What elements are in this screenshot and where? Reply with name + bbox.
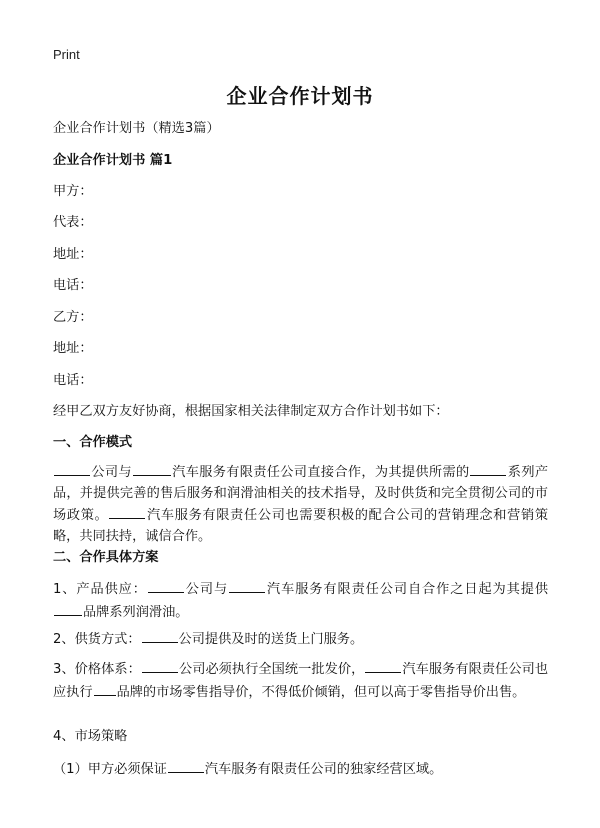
party-line-a: 甲方：: [53, 184, 93, 199]
text-span: 品牌的市场零售指导价，不得低价倾销，但可以高于零售指导价出售。: [116, 684, 526, 700]
text-span: 汽车服务有限责任公司也需要积极的配合公司的营销理念和营销策略，共同扶持，诚信合作。: [53, 508, 549, 544]
item1-paragraph: [53, 578, 548, 623]
item2-paragraph: [53, 628, 548, 651]
item4-heading: 4、市场策略: [53, 729, 128, 744]
blank-line: [133, 461, 171, 476]
text-span: 公司提供及时的送货上门服务。: [178, 632, 364, 647]
blank-line: [54, 601, 82, 616]
text-span: 系列产品，并提供完善的售后服务和润滑油相关的技术指导，及时供货和完全贯彻公司的市场政策。: [53, 465, 549, 523]
party-line-phone-a: 电话：: [53, 278, 93, 293]
party-line-b: 乙方：: [53, 310, 93, 325]
section2-heading: 二、合作具体方案: [53, 550, 159, 565]
text-span: 3、价格体系：: [53, 662, 141, 677]
party-line-representative: 代表：: [53, 215, 93, 230]
blank-line: [54, 461, 90, 476]
item3-paragraph: [53, 658, 548, 703]
blank-line: [142, 658, 178, 673]
text-span: 1、产品供应：: [53, 582, 147, 597]
document-title: 企业合作计划书: [226, 84, 374, 108]
text-span: 汽车服务有限责任公司直接合作，为其提供所需的: [171, 465, 470, 480]
blank-line: [148, 578, 184, 593]
text-span: 汽车服务有限责任公司也应执行: [53, 662, 549, 700]
blank-line: [109, 504, 145, 519]
intro-text: 经甲乙双方友好协商，根据国家相关法律制定双方合作计划书如下：: [53, 404, 449, 419]
party-line-phone-b: 电话：: [53, 373, 93, 388]
print-label: Print: [53, 47, 80, 62]
blank-line: [142, 628, 178, 643]
article-title: 企业合作计划书 篇1: [53, 153, 173, 168]
party-line-address-b: 地址：: [53, 341, 93, 356]
blank-line: [470, 461, 506, 476]
blank-line: [365, 658, 401, 673]
text-span: 公司与: [184, 582, 229, 597]
document-subtitle: 企业合作计划书（精选3篇）: [53, 121, 220, 136]
text-span: 公司与: [91, 465, 132, 480]
blank-line: [168, 758, 204, 773]
text-span: 公司必须执行全国统一批发价，: [178, 662, 365, 677]
text-span: 品牌系列润滑油。: [83, 604, 189, 620]
text-span: 汽车服务有限责任公司自合作之日起为其提供: [266, 582, 549, 597]
item4-1-paragraph: [53, 758, 548, 781]
party-line-address-a: 地址：: [53, 247, 93, 262]
blank-line: [229, 578, 265, 593]
section1-heading: 一、合作模式: [53, 435, 133, 450]
text-span: （1）甲方必须保证: [53, 762, 167, 777]
text-span: 2、供货方式：: [53, 632, 141, 647]
text-span: 汽车服务有限责任公司的独家经营区域。: [204, 762, 443, 777]
section1-paragraph: [53, 461, 548, 547]
blank-line: [94, 681, 116, 696]
